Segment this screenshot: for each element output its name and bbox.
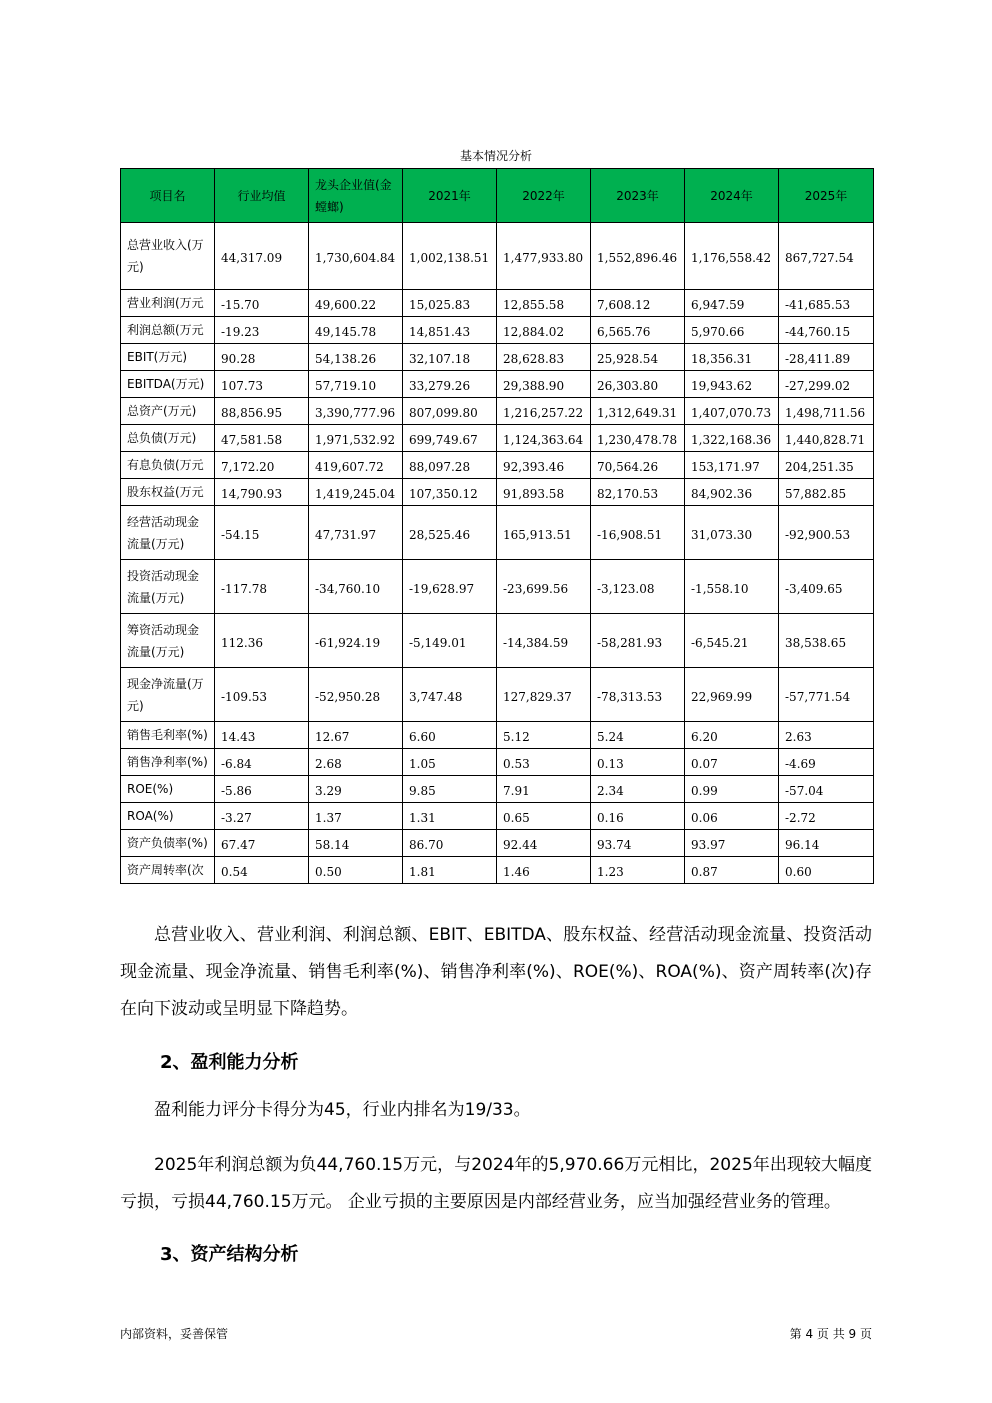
table-cell: 1,498,711.56	[779, 398, 874, 425]
table-cell: 1.46	[497, 857, 591, 884]
table-cell: 3,747.48	[403, 668, 497, 722]
table-cell: 49,145.78	[309, 317, 403, 344]
table-cell: 32,107.18	[403, 344, 497, 371]
table-cell: 9.85	[403, 776, 497, 803]
row-label: 总营业收入(万元)	[121, 223, 215, 290]
table-cell: 699,749.67	[403, 425, 497, 452]
table-cell: 15,025.83	[403, 290, 497, 317]
table-cell: 12,884.02	[497, 317, 591, 344]
row-label: EBITDA(万元)	[121, 371, 215, 398]
table-cell: 7,172.20	[215, 452, 309, 479]
row-label: 现金净流量(万元)	[121, 668, 215, 722]
table-cell: 107,350.12	[403, 479, 497, 506]
table-cell: -54.15	[215, 506, 309, 560]
table-cell: 57,882.85	[779, 479, 874, 506]
table-row	[121, 506, 874, 560]
table-cell: 112.36	[215, 614, 309, 668]
header-item-name: 项目名	[121, 169, 215, 223]
profit-analysis-paragraph: 2025年利润总额为负44,760.15万元，与2024年的5,970.66万元相比，2025年出现较大幅度亏损，亏损44,760.15万元。 企业亏损的主要原因是内部经营业务，应当加强经营业务的管理。	[120, 1155, 872, 1212]
table-cell: 28,525.46	[403, 506, 497, 560]
table-cell: 90.28	[215, 344, 309, 371]
table-row	[121, 668, 874, 722]
table-cell: -52,950.28	[309, 668, 403, 722]
row-label: 利润总额(万元	[121, 317, 215, 344]
table-cell: 44,317.09	[215, 223, 309, 290]
table-cell: 3.29	[309, 776, 403, 803]
table-cell: -14,384.59	[497, 614, 591, 668]
table-cell: 153,171.97	[685, 452, 779, 479]
table-header-row	[121, 169, 874, 223]
table-cell: -3.27	[215, 803, 309, 830]
table-cell: 0.50	[309, 857, 403, 884]
table-cell: 5.12	[497, 722, 591, 749]
row-label: 经营活动现金流量(万元)	[121, 506, 215, 560]
row-label: 营业利润(万元	[121, 290, 215, 317]
table-cell: 58.14	[309, 830, 403, 857]
table-cell: 26,303.80	[591, 371, 685, 398]
table-row	[121, 803, 874, 830]
row-label: 资产周转率(次	[121, 857, 215, 884]
header-year-2024: 2024年	[685, 169, 779, 223]
table-cell: 867,727.54	[779, 223, 874, 290]
footer-confidential-note: 内部资料，妥善保管	[120, 1327, 229, 1341]
table-cell: 1,002,138.51	[403, 223, 497, 290]
table-cell: 165,913.51	[497, 506, 591, 560]
table-cell: 1.37	[309, 803, 403, 830]
table-cell: 22,969.99	[685, 668, 779, 722]
table-cell: -78,313.53	[591, 668, 685, 722]
table-cell: -5,149.01	[403, 614, 497, 668]
table-cell: 86.70	[403, 830, 497, 857]
table-cell: 1,440,828.71	[779, 425, 874, 452]
table-cell: 0.60	[779, 857, 874, 884]
profitability-score-paragraph: 盈利能力评分卡得分为45，行业内排名为19/33。	[154, 1100, 531, 1120]
table-cell: 0.54	[215, 857, 309, 884]
table-cell: 70,564.26	[591, 452, 685, 479]
table-caption: 基本情况分析	[459, 149, 532, 163]
table-row	[121, 722, 874, 749]
table-cell: 54,138.26	[309, 344, 403, 371]
row-label: EBIT(万元)	[121, 344, 215, 371]
table-cell: 2.34	[591, 776, 685, 803]
table-cell: -6,545.21	[685, 614, 779, 668]
table-cell: -3,409.65	[779, 560, 874, 614]
table-cell: -27,299.02	[779, 371, 874, 398]
table-cell: -61,924.19	[309, 614, 403, 668]
table-cell: -23,699.56	[497, 560, 591, 614]
table-cell: -92,900.53	[779, 506, 874, 560]
header-year-2025: 2025年	[779, 169, 874, 223]
header-year-2021: 2021年	[403, 169, 497, 223]
table-cell: 0.87	[685, 857, 779, 884]
table-cell: -6.84	[215, 749, 309, 776]
table-cell: 1.31	[403, 803, 497, 830]
header-leader-value: 龙头企业值(金螳螂)	[309, 169, 403, 223]
section-2-heading: 2、盈利能力分析	[160, 1052, 299, 1073]
table-row	[121, 317, 874, 344]
table-cell: 49,600.22	[309, 290, 403, 317]
table-cell: 1,230,478.78	[591, 425, 685, 452]
table-cell: 57,719.10	[309, 371, 403, 398]
table-cell: 7.91	[497, 776, 591, 803]
row-label: 筹资活动现金流量(万元)	[121, 614, 215, 668]
table-cell: -117.78	[215, 560, 309, 614]
table-cell: 91,893.58	[497, 479, 591, 506]
table-cell: 1.05	[403, 749, 497, 776]
table-cell: 0.06	[685, 803, 779, 830]
table-cell: 1,312,649.31	[591, 398, 685, 425]
table-cell: 1.23	[591, 857, 685, 884]
table-cell: 47,731.97	[309, 506, 403, 560]
table-cell: 18,356.31	[685, 344, 779, 371]
table-cell: -19.23	[215, 317, 309, 344]
table-cell: 6,947.59	[685, 290, 779, 317]
table-cell: 419,607.72	[309, 452, 403, 479]
table-cell: 29,388.90	[497, 371, 591, 398]
table-cell: -58,281.93	[591, 614, 685, 668]
table-cell: 88,097.28	[403, 452, 497, 479]
table-cell: -19,628.97	[403, 560, 497, 614]
header-industry-average: 行业均值	[215, 169, 309, 223]
row-label: 销售净利率(%)	[121, 749, 215, 776]
table-cell: 88,856.95	[215, 398, 309, 425]
table-cell: 0.53	[497, 749, 591, 776]
table-cell: 92.44	[497, 830, 591, 857]
table-cell: 14,851.43	[403, 317, 497, 344]
table-cell: 93.97	[685, 830, 779, 857]
table-cell: 204,251.35	[779, 452, 874, 479]
row-label: 销售毛利率(%)	[121, 722, 215, 749]
row-label: 股东权益(万元	[121, 479, 215, 506]
table-cell: 19,943.62	[685, 371, 779, 398]
table-row	[121, 614, 874, 668]
table-cell: -5.86	[215, 776, 309, 803]
table-cell: -28,411.89	[779, 344, 874, 371]
table-cell: -16,908.51	[591, 506, 685, 560]
table-cell: 127,829.37	[497, 668, 591, 722]
table-cell: 67.47	[215, 830, 309, 857]
table-cell: 1,477,933.80	[497, 223, 591, 290]
table-cell: 5.24	[591, 722, 685, 749]
section-3-heading: 3、资产结构分析	[160, 1244, 299, 1265]
table-cell: 96.14	[779, 830, 874, 857]
table-cell: 1,419,245.04	[309, 479, 403, 506]
table-cell: 3,390,777.96	[309, 398, 403, 425]
table-cell: 0.16	[591, 803, 685, 830]
table-row	[121, 425, 874, 452]
financial-table	[120, 168, 874, 884]
table-cell: 28,628.83	[497, 344, 591, 371]
table-cell: 84,902.36	[685, 479, 779, 506]
table-cell: -41,685.53	[779, 290, 874, 317]
table-cell: 1,971,532.92	[309, 425, 403, 452]
table-cell: -57,771.54	[779, 668, 874, 722]
table-cell: 2.68	[309, 749, 403, 776]
table-cell: 107.73	[215, 371, 309, 398]
table-cell: 0.99	[685, 776, 779, 803]
table-cell: 82,170.53	[591, 479, 685, 506]
row-label: 资产负债率(%)	[121, 830, 215, 857]
row-label: ROE(%)	[121, 776, 215, 803]
table-cell: 7,608.12	[591, 290, 685, 317]
table-cell: 1,176,558.42	[685, 223, 779, 290]
table-cell: -2.72	[779, 803, 874, 830]
row-label: 有息负债(万元	[121, 452, 215, 479]
table-row	[121, 344, 874, 371]
table-row	[121, 560, 874, 614]
table-cell: -15.70	[215, 290, 309, 317]
table-cell: 1.81	[403, 857, 497, 884]
table-row	[121, 223, 874, 290]
table-cell: 6,565.76	[591, 317, 685, 344]
table-cell: 1,216,257.22	[497, 398, 591, 425]
table-cell: 25,928.54	[591, 344, 685, 371]
table-row	[121, 371, 874, 398]
table-cell: 0.07	[685, 749, 779, 776]
table-cell: 6.60	[403, 722, 497, 749]
table-cell: 1,552,896.46	[591, 223, 685, 290]
table-row	[121, 857, 874, 884]
table-row	[121, 776, 874, 803]
header-year-2022: 2022年	[497, 169, 591, 223]
table-cell: -1,558.10	[685, 560, 779, 614]
table-cell: 5,970.66	[685, 317, 779, 344]
table-row	[121, 479, 874, 506]
header-year-2023: 2023年	[591, 169, 685, 223]
table-cell: 2.63	[779, 722, 874, 749]
table-cell: 1,407,070.73	[685, 398, 779, 425]
row-label: 总资产(万元)	[121, 398, 215, 425]
table-cell: -57.04	[779, 776, 874, 803]
table-cell: 0.65	[497, 803, 591, 830]
table-body	[121, 223, 874, 884]
table-cell: 14,790.93	[215, 479, 309, 506]
table-cell: 12.67	[309, 722, 403, 749]
table-row	[121, 290, 874, 317]
table-cell: -34,760.10	[309, 560, 403, 614]
row-label: 总负债(万元)	[121, 425, 215, 452]
table-cell: 92,393.46	[497, 452, 591, 479]
table-row	[121, 452, 874, 479]
table-row	[121, 398, 874, 425]
table-cell: 1,730,604.84	[309, 223, 403, 290]
table-cell: 1,322,168.36	[685, 425, 779, 452]
table-row	[121, 749, 874, 776]
row-label: 投资活动现金流量(万元)	[121, 560, 215, 614]
table-cell: 12,855.58	[497, 290, 591, 317]
table-cell: 47,581.58	[215, 425, 309, 452]
table-cell: 6.20	[685, 722, 779, 749]
table-cell: -4.69	[779, 749, 874, 776]
table-cell: 1,124,363.64	[497, 425, 591, 452]
table-cell: 38,538.65	[779, 614, 874, 668]
table-cell: 14.43	[215, 722, 309, 749]
table-cell: -44,760.15	[779, 317, 874, 344]
table-cell: 31,073.30	[685, 506, 779, 560]
row-label: ROA(%)	[121, 803, 215, 830]
table-cell: 807,099.80	[403, 398, 497, 425]
footer-page-number: 第 4 页 共 9 页	[789, 1327, 872, 1341]
table-cell: 33,279.26	[403, 371, 497, 398]
table-cell: 0.13	[591, 749, 685, 776]
table-row	[121, 830, 874, 857]
summary-paragraph: 总营业收入、营业利润、利润总额、EBIT、EBITDA、股东权益、经营活动现金流量、投资活动现金流量、现金净流量、销售毛利率(%)、销售净利率(%)、ROE(%)、ROA(%)、资产周转率(次)存在向下波动或呈明显下降趋势。	[120, 925, 872, 1019]
table-cell: -3,123.08	[591, 560, 685, 614]
table-cell: 93.74	[591, 830, 685, 857]
table-cell: -109.53	[215, 668, 309, 722]
